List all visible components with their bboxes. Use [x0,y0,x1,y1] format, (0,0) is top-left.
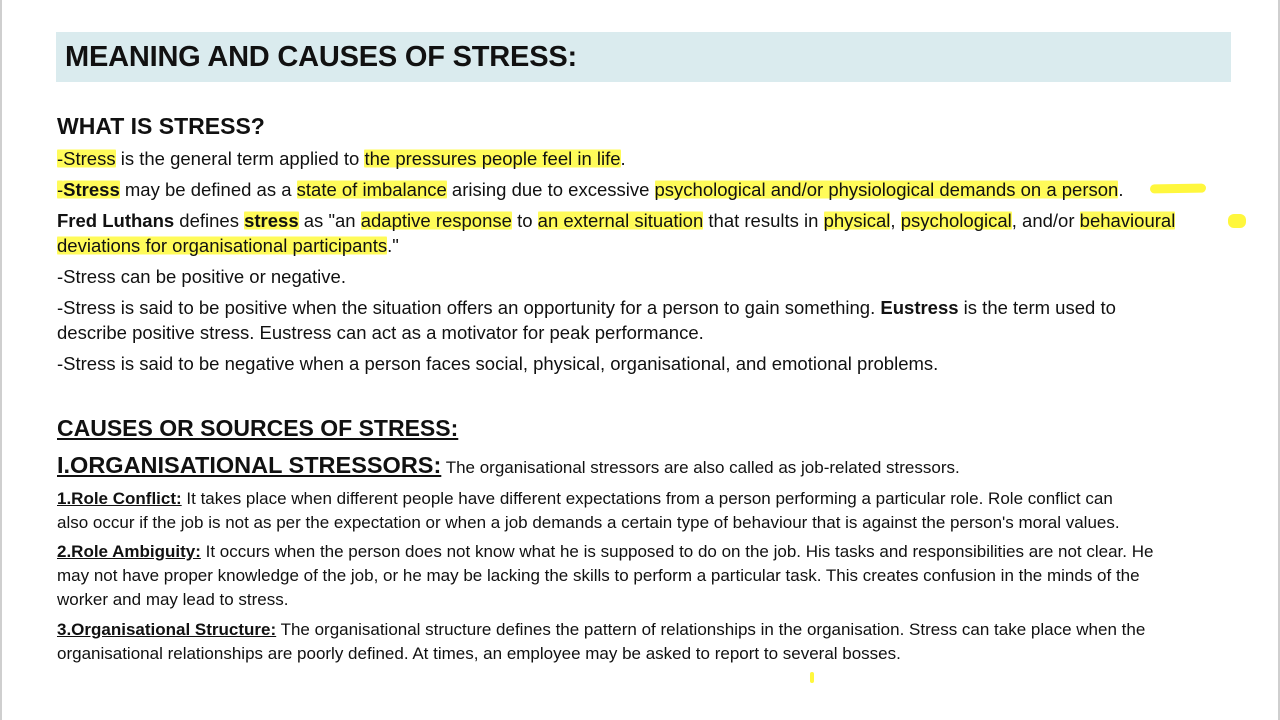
paragraph-line [57,209,1175,233]
text: may be defined as a [119,179,297,200]
text: The organisational stressors are also called as job-related stressors. [441,458,960,477]
left-border [0,0,2,720]
highlighter-mark [810,672,814,683]
highlighted-text: the pressures people feel in life [364,148,621,169]
text: The organisational structure defines the pattern of relationships in the organisation. Stress can take place when the [276,620,1146,639]
list-item-line: worker and may lead to stress. [57,590,289,609]
paragraph-line [57,147,626,171]
subsection-heading: I.ORGANISATIONAL STRESSORS: [57,452,442,478]
highlighted-text: psychological and/or physiological demands on a person [654,179,1119,200]
highlighted-text: an external situation [537,210,704,231]
text: It occurs when the person does not know what he is supposed to do on the job. His tasks and responsibilities are not clear. He [200,542,1154,561]
bold-term: Eustress [880,297,959,318]
list-item-line [57,487,1113,511]
list-item-line [57,618,1145,642]
highlighted-text: deviations for organisational participants [57,235,388,256]
title-bar [56,32,1231,82]
list-item-line: may not have proper knowledge of the job, or he may be lacking the skills to perform a particular task. This creates confusion in the minds of the [57,566,1140,585]
paragraph-line [57,178,1123,202]
text: , and/or [1011,210,1080,231]
paragraph-line: -Stress is said to be negative when a person faces social, physical, organisational, and emotional problems. [57,353,939,374]
text: as "an [298,210,361,231]
highlighted-text: behavioural [1079,210,1176,231]
text: . [1118,179,1124,200]
paragraph-line [57,296,1116,320]
text: is the general term applied to [115,148,365,169]
highlighter-stroke [1228,214,1246,228]
item-label: 3.Organisational Structure: [57,620,277,639]
highlighted-text: -Stress [57,148,116,169]
text: It takes place when different people have different expectations from a person performing a particular role. Role conflict can [181,489,1113,508]
list-item-line [57,540,1153,564]
text: ." [387,235,399,256]
text: . [620,148,626,169]
text: is the term used to [958,297,1116,318]
section-heading-causes: CAUSES OR SOURCES OF STRESS: [57,415,459,441]
highlighted-text: - [57,179,64,200]
org-stressors-line [57,453,960,480]
item-label: 1.Role Conflict: [57,489,182,508]
paragraph-line: describe positive stress. Eustress can act as a motivator for peak performance. [57,322,704,343]
item-label: 2.Role Ambiguity: [57,542,201,561]
highlighted-text: psychological [900,210,1012,231]
text: to [511,210,538,231]
author-name: Fred Luthans [57,210,175,231]
slide-title: MEANING AND CAUSES OF STRESS: [65,41,577,73]
text: that results in [703,210,824,231]
highlighted-text: adaptive response [360,210,512,231]
text: arising due to excessive [446,179,655,200]
text: -Stress is said to be positive when the situation offers an opportunity for a person to gain something. [57,297,881,318]
highlighted-bold-text: Stress [63,179,120,200]
list-item-line: organisational relationships are poorly defined. At times, an employee may be asked to report to several bosses. [57,644,901,663]
highlighted-bold-text: stress [244,210,299,231]
highlighted-text: state of imbalance [296,179,447,200]
list-item-line: also occur if the job is not as per the expectation or when a job demands a certain type of behaviour that is against the person's moral values. [57,513,1120,532]
paragraph-line [57,234,399,258]
highlighted-text: physical [823,210,891,231]
paragraph-line: -Stress can be positive or negative. [57,266,346,287]
text: , [890,210,901,231]
highlighter-stroke [1150,184,1206,194]
section-heading-what-is-stress: WHAT IS STRESS? [57,113,265,139]
text: defines [174,210,245,231]
